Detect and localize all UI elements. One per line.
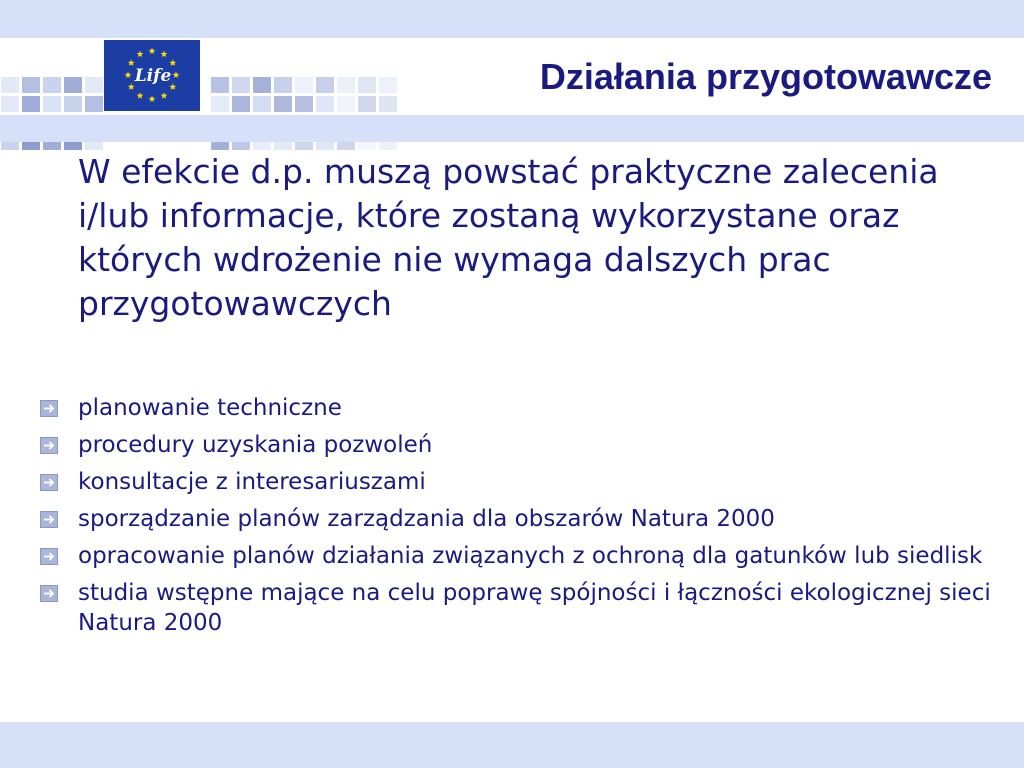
mosaic-tile xyxy=(43,77,61,93)
star-icon xyxy=(173,71,180,78)
mosaic-tile xyxy=(211,77,229,93)
list-item xyxy=(38,541,998,571)
header-bottom-band xyxy=(0,115,1024,142)
mosaic-tile xyxy=(337,96,355,112)
mosaic-tile xyxy=(358,77,376,93)
mosaic-tile xyxy=(85,96,103,112)
star-icon xyxy=(128,83,135,90)
arrow-bullet-icon xyxy=(40,437,58,454)
logo-lettering: Life xyxy=(134,66,172,86)
list-item xyxy=(38,578,998,638)
mosaic-tile xyxy=(253,96,271,112)
star-icon xyxy=(149,95,156,102)
mosaic-tile xyxy=(358,96,376,112)
mosaic-tile xyxy=(295,96,313,112)
footer-band xyxy=(0,722,1024,768)
list-item-text: planowanie techniczne xyxy=(78,395,342,421)
intro-paragraph: W efekcie d.p. muszą powstać praktyczne zalecenia i/lub informacje, które zostaną wykorzystane oraz których wdrożenie nie wymaga dalszych prac przygotowawczych xyxy=(78,152,939,323)
arrow-bullet-icon xyxy=(40,548,58,565)
mosaic-tile xyxy=(64,77,82,93)
mosaic-tile xyxy=(316,77,334,93)
mosaic-tile xyxy=(1,77,19,93)
list-item-text: konsultacje z interesariuszami xyxy=(78,469,426,495)
mosaic-tile xyxy=(22,96,40,112)
list-item xyxy=(38,393,998,423)
star-icon xyxy=(149,47,156,54)
eu-life-logo-svg xyxy=(104,40,200,111)
list-item-text: sporządzanie planów zarządzania dla obszarów Natura 2000 xyxy=(78,506,775,532)
mosaic-tile xyxy=(316,96,334,112)
list-item xyxy=(38,467,998,497)
eu-life-logo-icon xyxy=(104,40,200,111)
star-icon xyxy=(161,92,168,99)
list-item-text: studia wstępne mające na celu poprawę spójności i łączności ekologicznej sieci Natura 2000 xyxy=(78,580,991,636)
top-band xyxy=(0,0,1024,38)
mosaic-tile xyxy=(22,77,40,93)
arrow-bullet-icon xyxy=(40,585,58,602)
star-icon xyxy=(128,59,135,66)
star-icon xyxy=(161,51,168,58)
star-icon xyxy=(125,71,132,78)
mosaic-tile xyxy=(64,96,82,112)
slide-title: Działania przygotowawcze xyxy=(539,56,992,97)
arrow-bullet-icon xyxy=(40,474,58,491)
mosaic-tile xyxy=(43,96,61,112)
arrow-bullet-icon xyxy=(40,400,58,417)
list-item xyxy=(38,430,998,460)
list-item-text: opracowanie planów działania związanych z ochroną dla gatunków lub siedlisk xyxy=(78,543,983,569)
list-item-text: procedury uzyskania pozwoleń xyxy=(78,432,433,458)
mosaic-tile xyxy=(211,96,229,112)
mosaic-tile xyxy=(85,77,103,93)
star-icon xyxy=(137,92,144,99)
mosaic-tile xyxy=(379,77,397,93)
arrow-bullet-icon xyxy=(40,511,58,528)
mosaic-tile xyxy=(295,77,313,93)
mosaic-tile xyxy=(274,77,292,93)
mosaic-tile xyxy=(232,77,250,93)
mosaic-tile xyxy=(253,77,271,93)
star-icon xyxy=(137,51,144,58)
bullet-list xyxy=(38,393,998,645)
mosaic-tile xyxy=(232,96,250,112)
mosaic-tile xyxy=(379,96,397,112)
mosaic-tile xyxy=(274,96,292,112)
mosaic-tile xyxy=(337,77,355,93)
list-item xyxy=(38,504,998,534)
star-icon xyxy=(169,59,176,66)
mosaic-tile xyxy=(1,96,19,112)
